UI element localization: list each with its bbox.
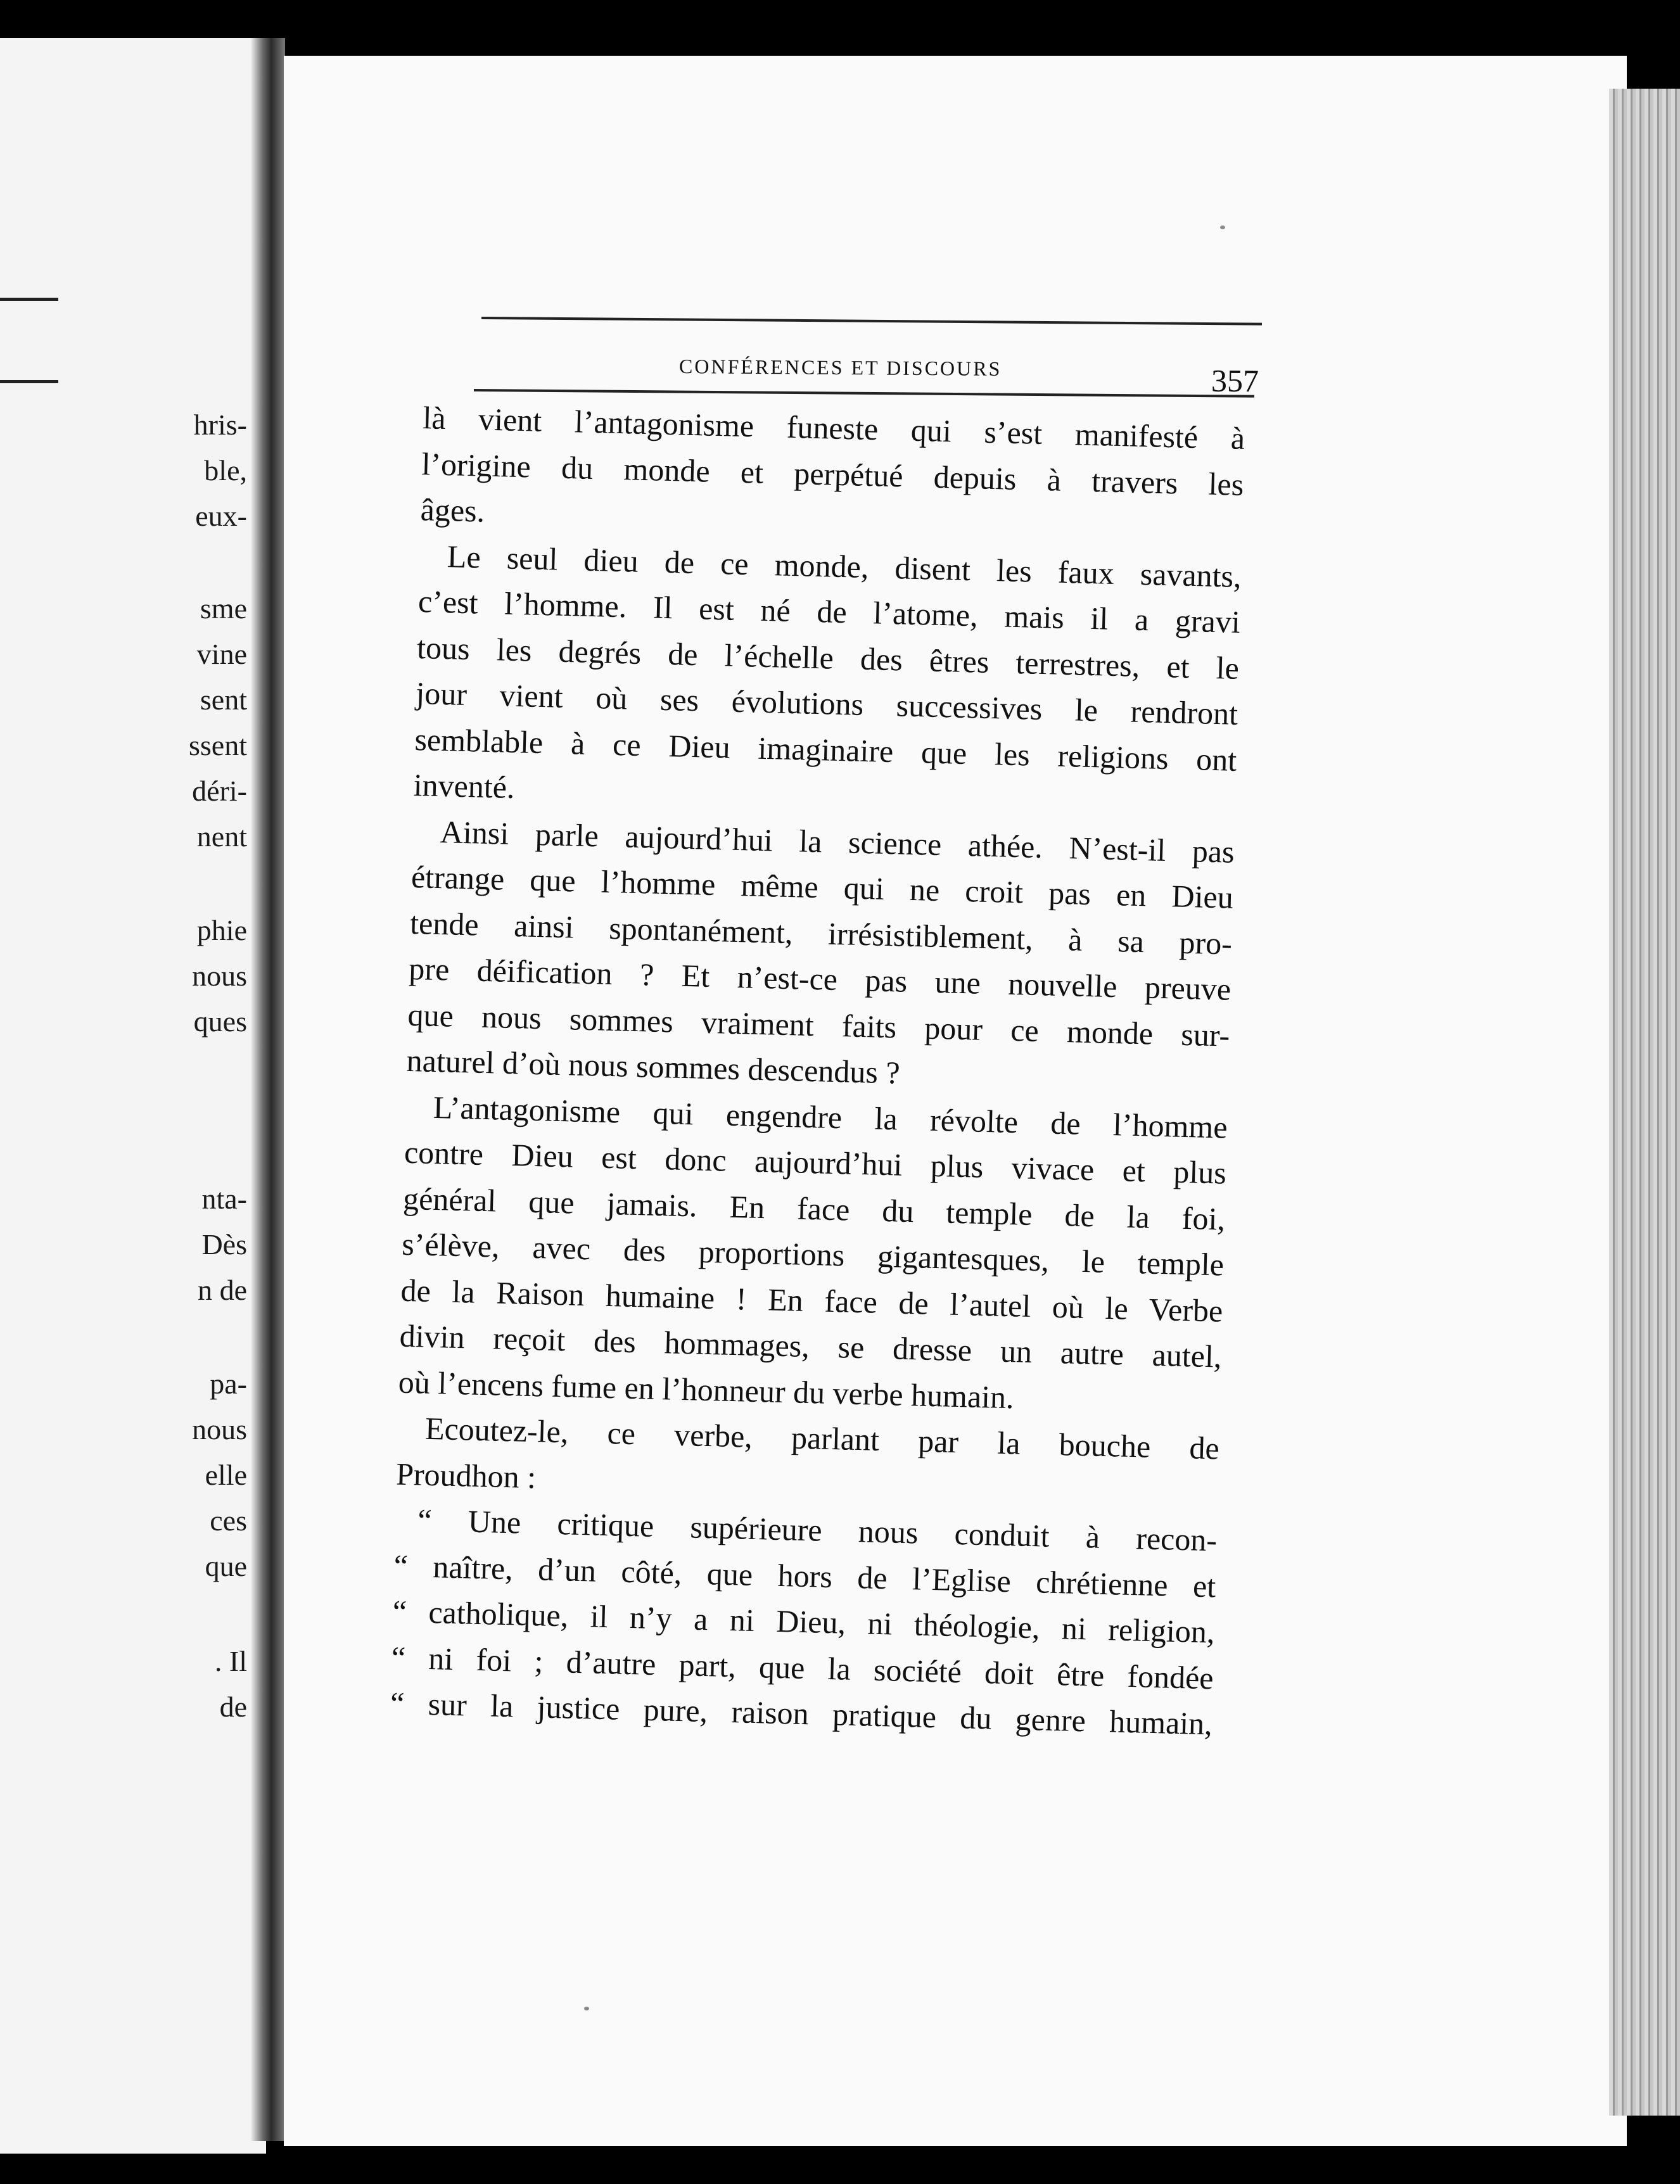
text-line: naturel d’où nous sommes descendus ? [406,1042,901,1091]
quotation-line: “ naître, d’un côté, que hors de l’Eglise chrétienne et [393,1547,1216,1604]
text-line: de la Raison humaine ! En face de l’autel où le Verbe [400,1272,1223,1329]
text-line: Proudhon : [395,1456,537,1495]
facing-page-fragment: déri- [192,775,247,807]
text-line: contre Dieu est donc aujourd’hui plus vivace et plus [404,1134,1227,1191]
text-line: pre déification ? Et n’est-ce pas une nouvelle preuve [408,950,1231,1007]
scan-speck [1220,225,1225,229]
facing-page-fragment: ces [210,1504,247,1537]
text-line: tende ainsi spontanément, irrésistiblement, à sa pro- [409,905,1233,962]
body-text [390,395,1245,1747]
text-line: c’est l’homme. Il est né de l’atome, mais il a gravi [417,583,1241,640]
text-line: s’élève, avec des proportions gigantesques, le temple [401,1226,1225,1283]
paragraph-start: Ecoutez-le, ce verbe, parlant par la bouche de [424,1410,1220,1466]
running-head: CONFÉRENCES ET DISCOURS [678,355,1002,381]
facing-page-fragment: . Il [214,1645,247,1677]
text-line: semblable à ce Dieu imaginaire que les religions ont [414,721,1237,778]
facing-page-fragment: nent [196,820,247,853]
quotation-line: “ catholique, il n’y a ni Dieu, ni théologie, ni religion, [392,1593,1216,1650]
text-line: jour vient où ses évolutions successives le rendront [415,675,1238,732]
facing-page-fragment: nta- [201,1183,247,1215]
facing-page-fragment: phie [196,914,247,946]
page-edges [1609,89,1680,2116]
paragraph-start: L’antagonisme qui engendre la révolte de l’homme [433,1089,1228,1145]
text-line: que nous sommes vraiment faits pour ce monde sur- [407,996,1230,1053]
facing-page-fragment: sme [200,592,247,625]
text-line: tous les degrés de l’échelle des êtres terrestres, et le [416,629,1240,686]
facing-page-fragment: pa- [210,1368,247,1400]
facing-page-fragment: de [219,1691,247,1723]
text-line: âges. [420,492,485,529]
text-line: inventé. [413,766,516,805]
quotation-line: “ Une critique supérieure nous conduit à recon- [417,1502,1218,1558]
text-line: étrange que l’homme même qui ne croit pas en Dieu [410,858,1234,915]
text-line: général que jamais. En face du temple de la foi, [402,1180,1226,1237]
facing-page-fragment: eux- [195,500,247,532]
quotation-line: “ sur la justice pure, raison pratique du genre humain, [390,1685,1213,1742]
facing-page-fragment: que [205,1550,247,1582]
page-number: 357 [1211,362,1259,399]
paragraph-start: Le seul dieu de ce monde, disent les faux savants, [447,538,1242,594]
facing-page-fragment: ques [193,1005,247,1038]
quotation-line: “ ni foi ; d’autre part, que la société doit être fondée [391,1639,1214,1696]
text-line: divin reçoit des hommages, se dresse un autre autel, [399,1317,1223,1375]
book-gutter [251,38,285,2141]
facing-page-fragment: ble, [204,454,247,486]
scan-speck [584,2007,589,2010]
facing-page-fragment: vine [196,638,247,670]
paragraph-start: Ainsi parle aujourd’hui la science athée. N’est-il pas [440,813,1235,870]
facing-page-fragment: ssent [189,729,247,761]
text-line: là vient l’antagonisme funeste qui s’est manifesté à [422,400,1245,456]
facing-page-fragment: Dès [201,1228,247,1260]
text-line: où l’encens fume en l’honneur du verbe humain. [398,1364,1015,1415]
facing-page [0,38,266,2154]
facing-page-fragment: nous [192,960,247,992]
facing-page-fragment: elle [205,1459,247,1491]
facing-page-rule-top [0,298,58,301]
facing-page-rule-bottom [0,380,58,383]
facing-page-fragment: n de [198,1274,247,1306]
facing-page-fragment: hris- [193,409,247,441]
facing-page-fragment: sent [200,683,247,716]
text-line: l’origine du monde et perpétué depuis à travers les [421,445,1244,502]
facing-page-fragment: nous [192,1413,247,1445]
